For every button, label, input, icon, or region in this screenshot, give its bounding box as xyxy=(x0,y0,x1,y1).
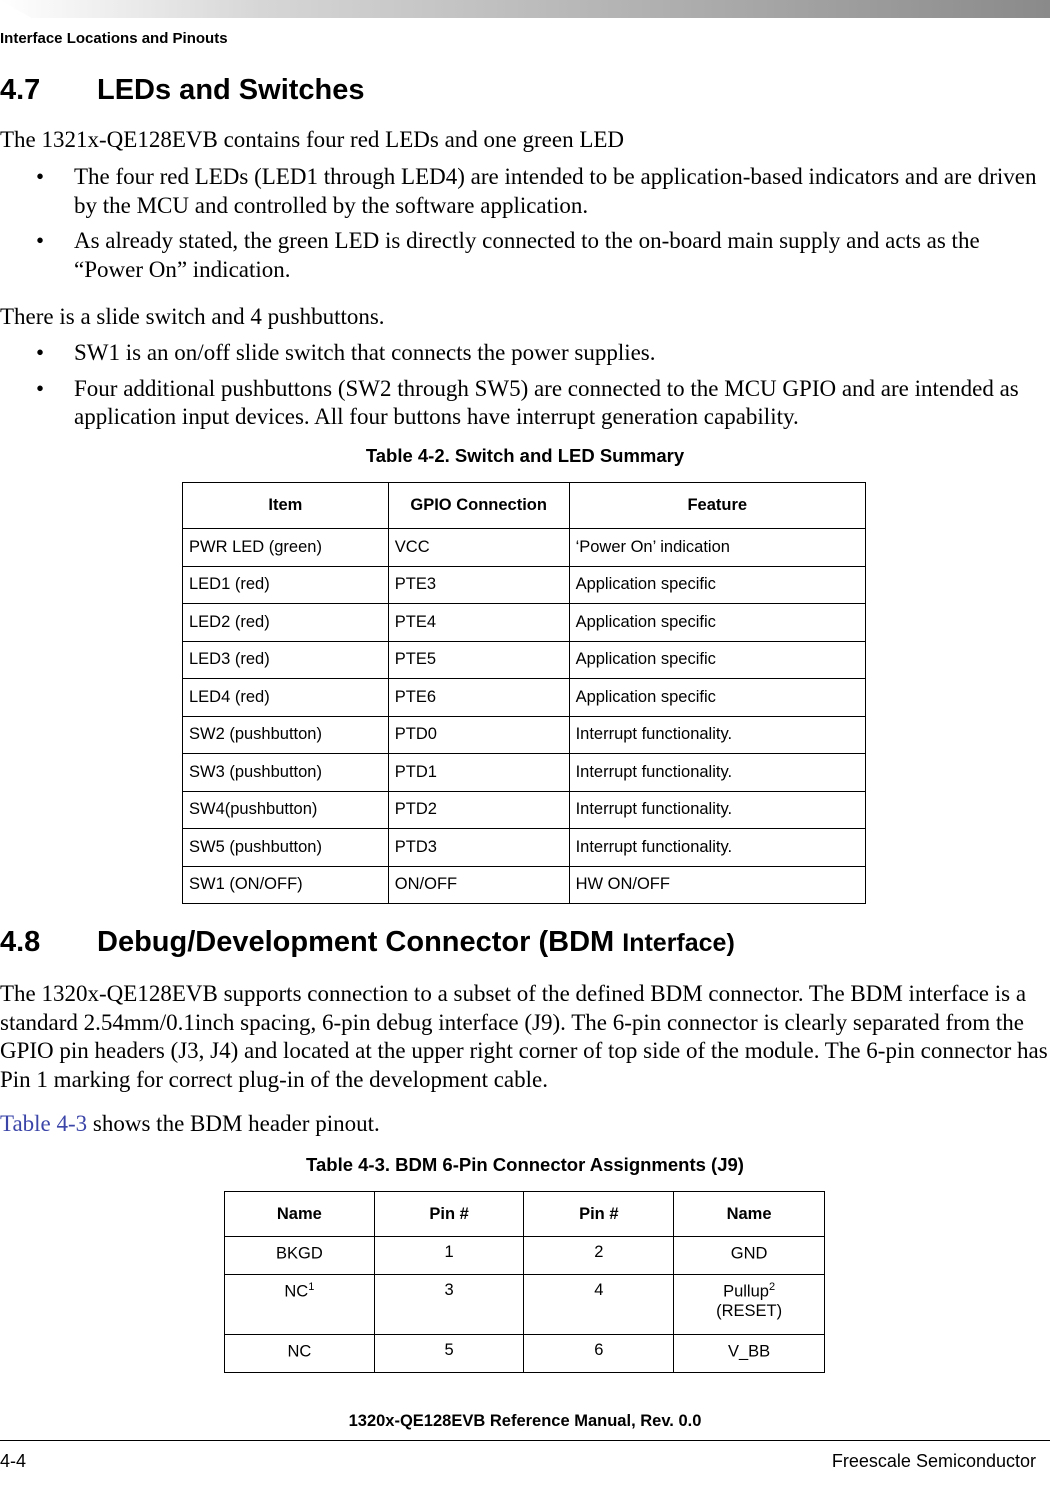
table-cell: PTD3 xyxy=(388,829,569,867)
column-header: Pin # xyxy=(524,1192,674,1237)
table-cell: PTE4 xyxy=(388,604,569,642)
table-cell: ‘Power On’ indication xyxy=(569,529,865,567)
table-row xyxy=(183,791,866,829)
running-head: Interface Locations and Pinouts xyxy=(0,30,228,47)
table-cell: PWR LED (green) xyxy=(183,529,389,567)
table-cell: VCC xyxy=(388,529,569,567)
table-row xyxy=(183,866,866,904)
table-cell: Pullup$^2$ (RESET) xyxy=(674,1275,825,1335)
table-cell: PTE3 xyxy=(388,566,569,604)
table-cell: SW4(pushbutton) xyxy=(183,791,389,829)
table-row xyxy=(183,829,866,867)
switch-bullet-list xyxy=(0,339,1048,439)
table-cell: SW5 (pushbutton) xyxy=(183,829,389,867)
section-number: 4.7 xyxy=(0,74,41,106)
table-cell: PTD2 xyxy=(388,791,569,829)
table-cell: LED1 (red) xyxy=(183,566,389,604)
table-reference-sentence: Table 4-3 shows the BDM header pinout. xyxy=(0,1111,380,1136)
table-cell: PTE6 xyxy=(388,679,569,717)
table-row xyxy=(183,566,866,604)
table-row xyxy=(225,1275,825,1335)
table-cell: SW3 (pushbutton) xyxy=(183,754,389,792)
table-4-2-caption: Table 4-2. Switch and LED Summary xyxy=(365,445,685,466)
list-item: • SW1 is an on/off slide switch that connects the power supplies. xyxy=(36,340,656,365)
table-row xyxy=(183,604,866,642)
section-number: 4.8 xyxy=(0,926,41,958)
table-cell: Application specific xyxy=(569,641,865,679)
table-header-row xyxy=(225,1192,825,1237)
table-cell: $NC^1$ xyxy=(225,1275,375,1335)
table-cell: GND xyxy=(674,1237,825,1275)
column-header: Item xyxy=(183,483,389,529)
table-4-3-caption: Table 4-3. BDM 6-Pin Connector Assignments (J9) xyxy=(306,1154,744,1175)
table-cell: LED2 (red) xyxy=(183,604,389,642)
table-cell: SW2 (pushbutton) xyxy=(183,716,389,754)
table-cell: V_BB xyxy=(674,1335,825,1373)
table-cell: LED4 (red) xyxy=(183,679,389,717)
page-number: 4-4 xyxy=(0,1451,27,1471)
section-title-tail: Interface) xyxy=(622,929,735,957)
table-row xyxy=(183,716,866,754)
table-cell: 6 xyxy=(524,1335,674,1373)
table-row xyxy=(183,754,866,792)
table-cell: HW ON/OFF xyxy=(569,866,865,904)
table-cell: 4 xyxy=(524,1275,674,1335)
list-item: • As already stated, the green LED is directly connected to the on-board main supply and acts as the “Power On” indication. xyxy=(36,228,980,282)
section-title: LEDs and Switches xyxy=(97,74,365,106)
table-cell: PTD1 xyxy=(388,754,569,792)
table-row xyxy=(183,529,866,567)
table-cell: LED3 (red) xyxy=(183,641,389,679)
table-cell: Interrupt functionality. xyxy=(569,791,865,829)
column-header: Pin # xyxy=(374,1192,524,1237)
section-4-8-heading xyxy=(0,926,735,959)
table-cell: 3 xyxy=(374,1275,524,1335)
switch-intro-paragraph: There is a slide switch and 4 pushbuttons. xyxy=(0,304,385,329)
led-intro-paragraph: The 1321x-QE128EVB contains four red LEDs and one green LED xyxy=(0,127,625,152)
table-cell: Application specific xyxy=(569,566,865,604)
list-item: • Four additional pushbuttons (SW2 through SW5) are connected to the MCU GPIO and are intended as application input devices. All four buttons have interrupt generation capability. xyxy=(36,375,1019,429)
table-cell: BKGD xyxy=(225,1237,375,1275)
footer-divider xyxy=(0,1440,1050,1441)
table-cell: SW1 (ON/OFF) xyxy=(183,866,389,904)
table-cell: Interrupt functionality. xyxy=(569,829,865,867)
table-cell: PTD0 xyxy=(388,716,569,754)
table-row xyxy=(225,1237,825,1275)
table-row xyxy=(183,641,866,679)
bdm-connector-table xyxy=(224,1191,825,1373)
table-row xyxy=(225,1335,825,1373)
company-name: Freescale Semiconductor xyxy=(831,1451,1036,1471)
table-cell: Application specific xyxy=(569,604,865,642)
table-cell: 5 xyxy=(374,1335,524,1373)
footer-title: 1320x-QE128EVB Reference Manual, Rev. 0.0 xyxy=(348,1412,702,1430)
bdm-paragraph: The 1320x-QE128EVB supports connection to a subset of the defined BDM connector. The BDM interface is a standard 2.54mm/0.1inch spacing, 6-pin debug interface (J9). The 6-pin connector is clearly separated from the GPIO pin headers (J3, J4) and located at the upper right corner of top side of the module. The 6-pin connector has Pin 1 marking for correct plug-in of the development cable. xyxy=(0,981,1048,1092)
column-header: Name xyxy=(674,1192,825,1237)
table-cell: Application specific xyxy=(569,679,865,717)
column-header: Name xyxy=(225,1192,375,1237)
section-title: Debug/Development Connector (BDM xyxy=(97,926,615,958)
led-bullet-list xyxy=(0,163,1048,291)
table-header-row xyxy=(183,483,866,529)
header-bar xyxy=(0,0,1050,18)
table-cell: 1 xyxy=(374,1237,524,1275)
table-cell: Interrupt functionality. xyxy=(569,716,865,754)
table-cell: NC xyxy=(225,1335,375,1373)
column-header: GPIO Connection xyxy=(388,483,569,529)
switch-led-summary-table xyxy=(182,482,866,904)
table-cell: PTE5 xyxy=(388,641,569,679)
list-item: • The four red LEDs (LED1 through LED4) are intended to be application-based indicators and are driven by the MCU and controlled by the software application. xyxy=(36,164,1037,218)
table-4-3-link[interactable]: Table 4-3 xyxy=(0,1111,88,1136)
section-4-7-heading xyxy=(0,74,365,107)
table-cell: Interrupt functionality. xyxy=(569,754,865,792)
table-cell: ON/OFF xyxy=(388,866,569,904)
table-cell: 2 xyxy=(524,1237,674,1275)
table-row xyxy=(183,679,866,717)
column-header: Feature xyxy=(569,483,865,529)
